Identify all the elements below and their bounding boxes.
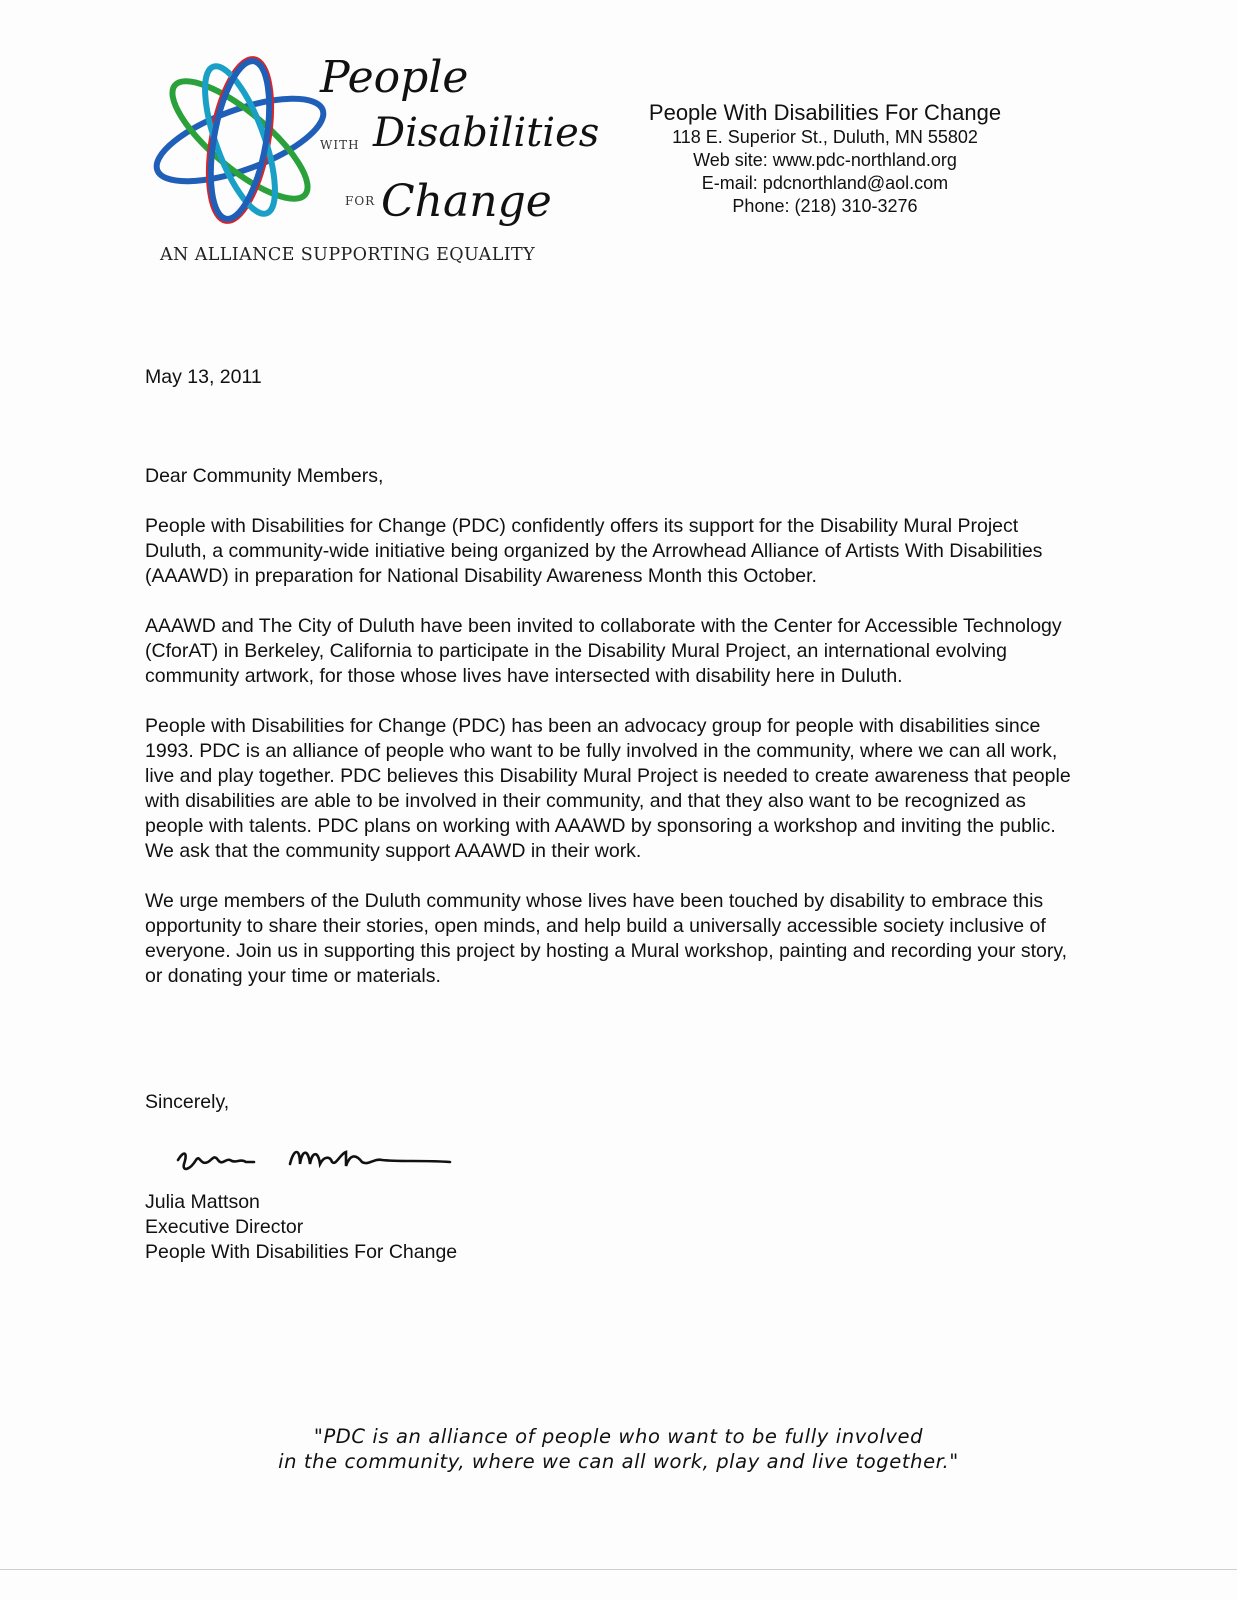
footer-quote-line-1: "PDC is an alliance of people who want to be fully involved: [313, 1425, 924, 1448]
letterhead-phone: Phone: (218) 310-3276: [732, 196, 918, 216]
signer-org: People With Disabilities For Change: [145, 1241, 458, 1263]
logo-word-change: Change: [381, 176, 552, 227]
paragraph-3: People with Disabilities for Change (PDC) has been an advocacy group for people with disabilities since 1993. PDC is an alliance of people who want to be fully involved in the community, where we can all work, live and play together. PDC believes this Disability Mural Project is needed to create awareness that people with disabilities are able to be involved in their community, and that they also want to be recognized as people with talents. PDC plans on working with AAAWD by sponsoring a workshop and inviting the public. We ask that the community support AAAWD in their work.: [145, 715, 1071, 862]
footer-quote: [100, 1424, 1137, 1474]
letterhead-address: 118 E. Superior St., Duluth, MN 55802: [672, 127, 978, 147]
paragraph-1: People with Disabilities for Change (PDC) confidently offers its support for the Disability Mural Project Duluth, a community-wide initiative being organized by the Arrowhead Alliance of Artists With Disabilities (AAAWD) in preparation for National Disability Awareness Month this October.: [145, 515, 1043, 587]
letter-salutation: Dear Community Members,: [145, 465, 384, 487]
paragraph-2: AAAWD and The City of Duluth have been invited to collaborate with the Center for Accessible Technology (CforAT) in Berkeley, California to participate in the Disability Mural Project, an international evolving community artwork, for those whose lives have intersected with disability here in Duluth.: [145, 615, 1062, 687]
letterhead-website: Web site: www.pdc-northland.org: [693, 150, 957, 170]
page-edge-divider: [0, 1569, 1237, 1570]
logo-tagline: AN ALLIANCE SUPPORTING EQUALITY: [160, 245, 536, 265]
ribbon-star-icon: [145, 48, 345, 228]
letter-closing: Sincerely,: [145, 1091, 230, 1113]
letter-body: [145, 514, 1075, 989]
signer-name: Julia Mattson: [145, 1191, 260, 1213]
letter-date: May 13, 2011: [145, 366, 262, 388]
paragraph-4: We urge members of the Duluth community whose lives have been touched by disability to embrace this opportunity to share their stories, open minds, and help build a universally accessible society inclusive of everyone. Join us in supporting this project by hosting a Mural workshop, painting and recording your story, or donating your time or materials.: [145, 890, 1068, 987]
logo-word-disabilities: Disabilities: [373, 110, 600, 156]
signer-title: Executive Director: [145, 1216, 304, 1238]
logo-word-for: FOR: [345, 194, 376, 208]
handwritten-signature: [170, 1130, 470, 1185]
letterhead-org-name: People With Disabilities For Change: [648, 100, 1002, 125]
letterhead-email: E-mail: pdcnorthland@aol.com: [701, 173, 949, 193]
pdc-logo: [145, 48, 600, 278]
signer-block: [145, 1190, 457, 1265]
logo-word-with: WITH: [320, 138, 360, 152]
footer-quote-line-2: in the community, where we can all work, play and live together.": [278, 1450, 959, 1473]
letterhead-contact: [600, 100, 1050, 218]
logo-word-people: People: [320, 52, 469, 103]
